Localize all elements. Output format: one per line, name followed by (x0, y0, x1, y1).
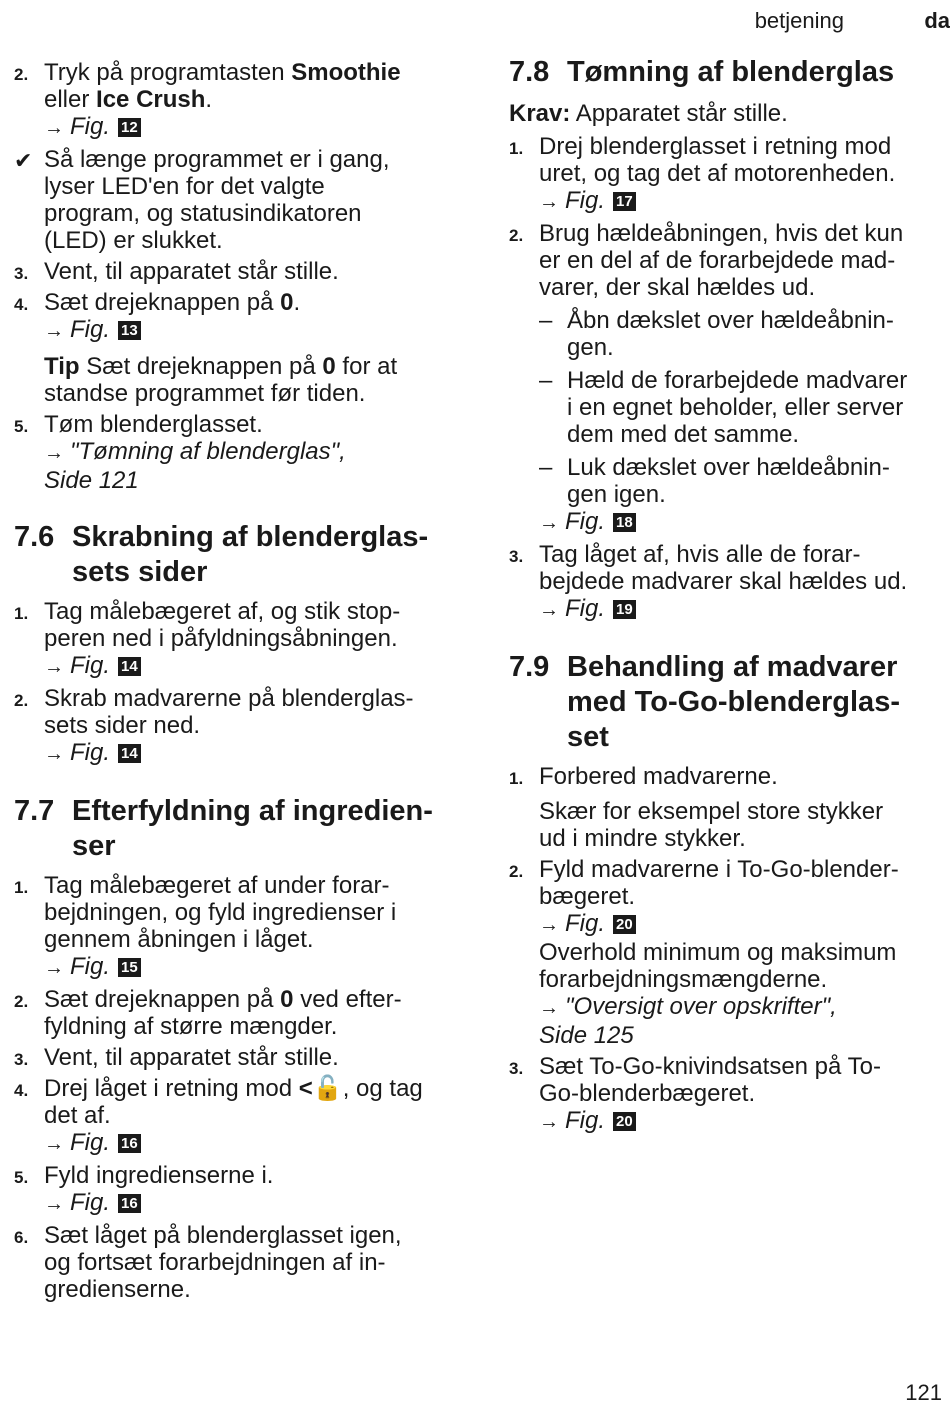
figure-number-badge: 13 (118, 321, 141, 340)
step-1-remove-glass: 1. Drej blenderglasset i retning mod uret, og tag det af motorenheden. → Fig. 17 (509, 133, 947, 216)
figure-reference[interactable]: → Fig. 14 (44, 652, 464, 681)
step-2-fill-cup: 2. Fyld madvarerne i To-Go-blender- bægeret. → Fig. 20 Overhold minimum og maksimum forarbejdningsmængderne. → "Oversigt over opskrifter", Side 125 (509, 856, 947, 1049)
figure-reference[interactable]: → Fig. 13 (44, 316, 464, 345)
step-2-program: 2. Tryk på programtasten Smoothie eller Ice Crush. → Fig. 12 (14, 59, 464, 142)
sub-step: – Hæld de forarbejdede madvarer i en egnet beholder, eller server dem med det samme. (539, 367, 908, 448)
step-detail: Skær for eksempel store stykker ud i mindre stykker. (539, 798, 884, 852)
step-3-wait: 3. Vent, til apparatet står stille. (14, 1044, 339, 1071)
arrow-right-icon: → (44, 320, 64, 342)
figure-reference[interactable]: → Fig. 16 (44, 1129, 464, 1158)
step-2-scrape: 2. Skrab madvarerne på blenderglas- sets sider ned. → Fig. 14 (14, 685, 464, 768)
figure-reference[interactable]: → Fig. 20 (539, 910, 947, 939)
tip-label: Tip (44, 353, 80, 380)
arrow-right-icon: → (44, 743, 64, 765)
step-6-lid-back: 6. Sæt låget på blenderglasset igen, og fortsæt forarbejdningen af in- gredienserne. (14, 1222, 402, 1303)
result-note: ✔ Så længe programmet er i gang, lyser LED'en for det valgte program, og statusindikatoren (LED) er slukket. (14, 146, 390, 254)
sub-step: – Åbn dækslet over hældeåbnin- gen. (539, 307, 894, 361)
step-1-stopper: 1. Tag målebægeret af, og stik stop- peren ned i påfyldningsåbningen. → Fig. 14 (14, 598, 464, 681)
figure-number-badge: 18 (613, 513, 636, 532)
figure-number-badge: 15 (118, 958, 141, 977)
step-2-knob-zero: 2. Sæt drejeknappen på 0 ved efter- fyldning af større mængder. (14, 986, 402, 1040)
step-3-knife-insert: 3. Sæt To-Go-knivindsatsen på To- Go-blenderbægeret. → Fig. 20 (509, 1053, 947, 1136)
running-header-language: da (924, 8, 950, 33)
checkmark-icon: ✔ (14, 148, 33, 173)
arrow-right-icon: → (44, 1193, 64, 1215)
step-3-remove-lid: 3. Tag låget af, hvis alle de forar- bejdede madvarer skal hældes ud. → Fig. 19 (509, 541, 947, 624)
arrow-right-icon: → (44, 442, 64, 464)
figure-reference[interactable]: → Fig. 19 (539, 595, 947, 624)
arrow-right-icon: → (539, 997, 559, 1019)
step-1-refill: 1. Tag målebægeret af under forar- bejdningen, og fyld ingredienser i gennem åbningen i låget. → Fig. 15 (14, 872, 464, 982)
arrow-right-icon: → (44, 1133, 64, 1155)
arrow-right-icon: → (539, 599, 559, 621)
program-key-ice-crush: Ice Crush (96, 86, 206, 113)
right-column (509, 55, 947, 1136)
arrow-right-icon: → (44, 957, 64, 979)
requirement-label: Krav: (509, 100, 571, 127)
step-5-empty: 5. Tøm blenderglasset. → "Tømning af blenderglas", Side 121 (14, 411, 464, 494)
arrow-right-icon: → (539, 191, 559, 213)
step-4-lid: 4. Drej låget i retning mod <🔓, og tag det af. → Fig. 16 (14, 1075, 464, 1158)
figure-reference[interactable]: → Fig. 15 (44, 953, 464, 982)
figure-number-badge: 14 (118, 744, 141, 763)
program-key-smoothie: Smoothie (291, 59, 401, 86)
tip-note: Tip Sæt drejeknappen på 0 for at standse programmet før tiden. (44, 353, 398, 407)
step-3-wait: 3. Vent, til apparatet står stille. (14, 258, 339, 285)
sub-step: – Luk dækslet over hældeåbnin- gen igen. (539, 454, 890, 508)
arrow-right-icon: → (539, 512, 559, 534)
arrow-right-icon: → (44, 117, 64, 139)
section-heading-7-6: 7.6 Skrabning af blenderglas- sets sider (14, 521, 429, 588)
cross-reference-link[interactable]: → "Tømning af blenderglas", (44, 438, 346, 465)
figure-number-badge: 12 (118, 118, 141, 137)
figure-number-badge: 17 (613, 192, 636, 211)
step-1-prepare: 1. Forbered madvarerne. Skær for eksempel store stykker ud i mindre stykker. (509, 763, 947, 852)
section-heading-7-9: 7.9 Behandling af madvarer med To-Go-blenderglas- set (509, 651, 900, 753)
section-heading-7-7: 7.7 Efterfyldning af ingredien- ser (14, 795, 433, 862)
figure-reference[interactable]: → Fig. 16 (44, 1189, 464, 1218)
figure-reference[interactable]: → Fig. 17 (539, 187, 947, 216)
figure-reference[interactable]: → Fig. 12 (44, 113, 464, 142)
figure-reference[interactable]: → Fig. 18 (539, 508, 947, 537)
section-heading-7-8: 7.8 Tømning af blenderglas (509, 56, 895, 88)
arrow-right-icon: → (539, 1111, 559, 1133)
figure-reference[interactable]: → Fig. 20 (539, 1107, 947, 1136)
figure-number-badge: 19 (613, 600, 636, 619)
figure-number-badge: 14 (118, 657, 141, 676)
arrow-right-icon: → (44, 656, 64, 678)
page-number: 121 (905, 1380, 942, 1405)
arrow-right-icon: → (539, 914, 559, 936)
figure-number-badge: 16 (118, 1134, 141, 1153)
requirement-note: Krav: Apparatet står stille. (509, 100, 788, 127)
step-2-pour-opening: 2. Brug hældeåbningen, hvis det kun er en del af de forarbejdede mad- varer, der skal hældes ud. – Åbn dækslet over hældeåbnin- gen. – Hæld de forarbejdede madvarer i en egnet beholder, eller server dem med det samme. – Luk dækslet over hældeåbnin- gen igen. → Fig. 18 (509, 220, 947, 537)
cross-reference-link[interactable]: → "Oversigt over opskrifter", (539, 993, 837, 1020)
unlock-direction-icon: <🔓 (298, 1075, 343, 1102)
figure-number-badge: 20 (613, 915, 636, 934)
step-4-knob: 4. Sæt drejeknappen på 0. → Fig. 13 (14, 289, 464, 345)
figure-reference[interactable]: → Fig. 14 (44, 739, 464, 768)
step-5-fill: 5. Fyld ingredienserne i. → Fig. 16 (14, 1162, 464, 1218)
running-header-section: betjening (754, 8, 844, 33)
figure-number-badge: 20 (613, 1112, 636, 1131)
figure-number-badge: 16 (118, 1194, 141, 1213)
left-column (14, 55, 464, 1303)
